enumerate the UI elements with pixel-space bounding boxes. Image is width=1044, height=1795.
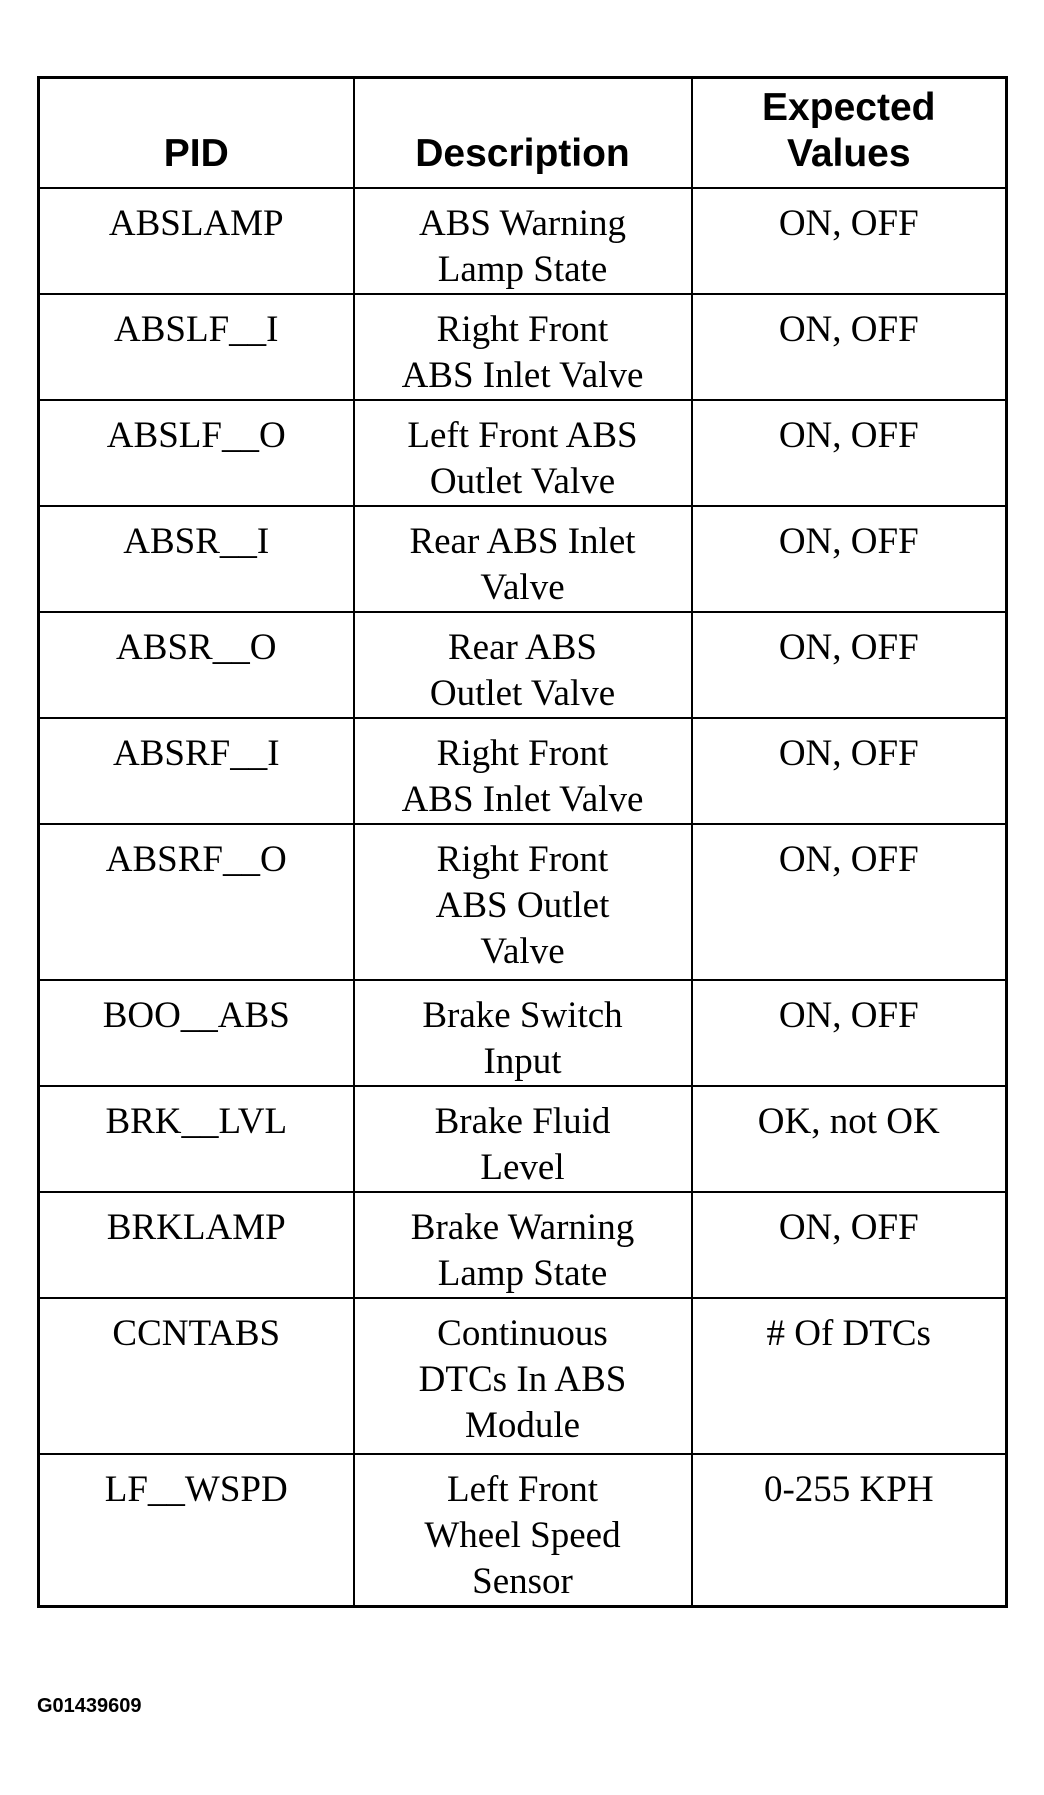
pid-cell: ABSLAMP — [39, 188, 354, 294]
expected-value-cell: ON, OFF — [692, 980, 1007, 1086]
description-cell: Brake Warning Lamp State — [354, 1192, 692, 1298]
description-cell: Brake Fluid Level — [354, 1086, 692, 1192]
expected-value-cell: 0-255 KPH — [692, 1454, 1007, 1607]
expected-value-cell: ON, OFF — [692, 400, 1007, 506]
expected-value-cell: OK, not OK — [692, 1086, 1007, 1192]
table-row — [39, 1086, 1007, 1192]
pid-cell: CCNTABS — [39, 1298, 354, 1454]
pid-cell: ABSR__O — [39, 612, 354, 718]
description-cell: Right Front ABS Inlet Valve — [354, 294, 692, 400]
table-row — [39, 1192, 1007, 1298]
column-header-expected-values: Expected Values — [692, 78, 1007, 189]
pid-cell: ABSRF__I — [39, 718, 354, 824]
table-header-row — [39, 78, 1007, 189]
description-cell: Continuous DTCs In ABS Module — [354, 1298, 692, 1454]
pid-cell: BOO__ABS — [39, 980, 354, 1086]
expected-value-cell: ON, OFF — [692, 506, 1007, 612]
table-row — [39, 980, 1007, 1086]
pid-cell: ABSLF__I — [39, 294, 354, 400]
expected-value-cell: ON, OFF — [692, 612, 1007, 718]
description-cell: Left Front Wheel Speed Sensor — [354, 1454, 692, 1607]
column-header-description: Description — [354, 78, 692, 189]
description-cell: Right Front ABS Outlet Valve — [354, 824, 692, 980]
pid-cell: ABSRF__O — [39, 824, 354, 980]
pid-cell: ABSLF__O — [39, 400, 354, 506]
pid-table — [37, 76, 1008, 1608]
table-row — [39, 1298, 1007, 1454]
table-row — [39, 188, 1007, 294]
column-header-pid: PID — [39, 78, 354, 189]
description-cell: ABS Warning Lamp State — [354, 188, 692, 294]
pid-cell: BRKLAMP — [39, 1192, 354, 1298]
table-row — [39, 1454, 1007, 1607]
description-cell: Right Front ABS Inlet Valve — [354, 718, 692, 824]
expected-value-cell: ON, OFF — [692, 188, 1007, 294]
expected-value-cell: ON, OFF — [692, 294, 1007, 400]
table-row — [39, 612, 1007, 718]
table-row — [39, 824, 1007, 980]
table-row — [39, 294, 1007, 400]
table-row — [39, 718, 1007, 824]
table-row — [39, 400, 1007, 506]
table-row — [39, 506, 1007, 612]
expected-value-cell: # Of DTCs — [692, 1298, 1007, 1454]
expected-value-cell: ON, OFF — [692, 718, 1007, 824]
description-cell: Rear ABS Inlet Valve — [354, 506, 692, 612]
expected-value-cell: ON, OFF — [692, 1192, 1007, 1298]
pid-cell: ABSR__I — [39, 506, 354, 612]
description-cell: Brake Switch Input — [354, 980, 692, 1086]
description-cell: Rear ABS Outlet Valve — [354, 612, 692, 718]
figure-id-label: G01439609 — [37, 1695, 142, 1717]
pid-cell: BRK__LVL — [39, 1086, 354, 1192]
pid-cell: LF__WSPD — [39, 1454, 354, 1607]
description-cell: Left Front ABS Outlet Valve — [354, 400, 692, 506]
expected-value-cell: ON, OFF — [692, 824, 1007, 980]
